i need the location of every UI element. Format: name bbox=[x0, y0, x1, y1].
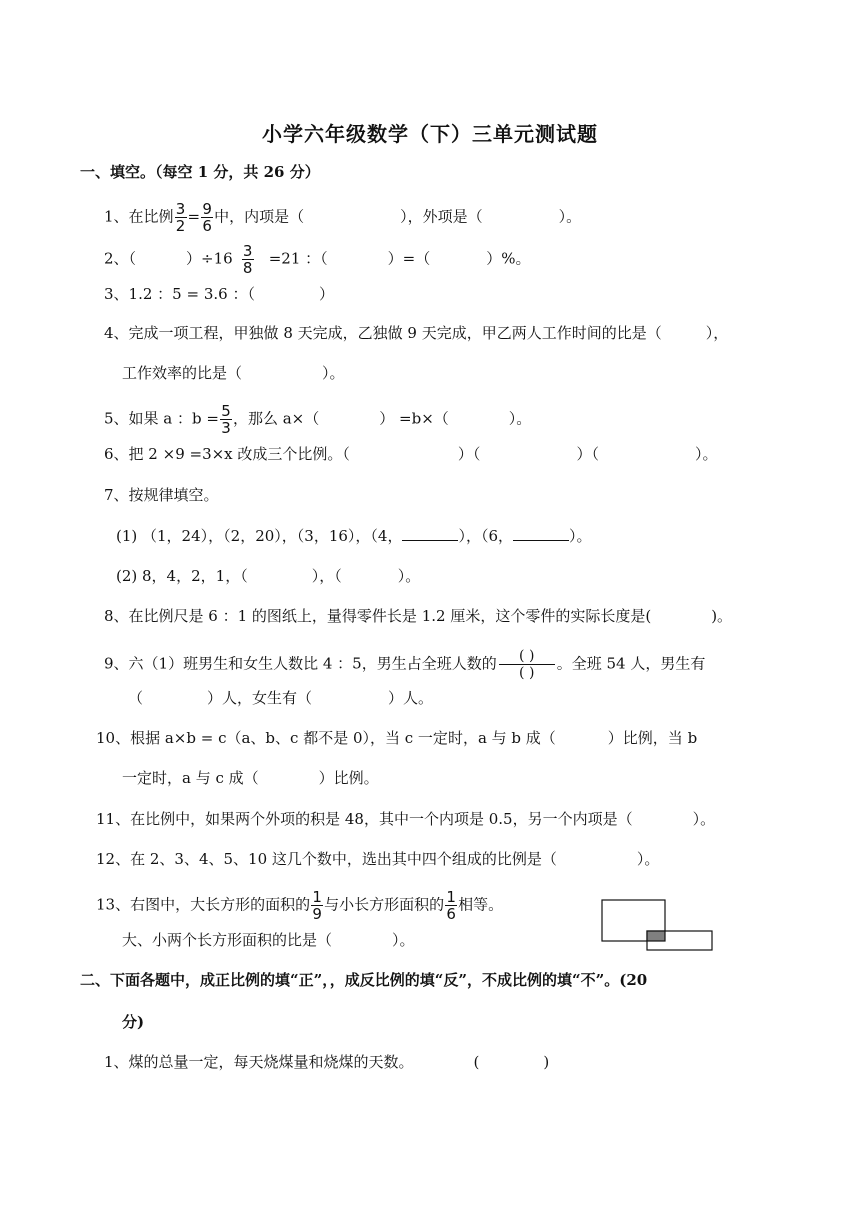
question-11: 11、在比例中，如果两个外项的积是 48，其中一个内项是 0.5，另一个内项是（ ）。 bbox=[96, 810, 716, 828]
q4-text-line1: 4、完成一项工程，甲独做 8 天完成，乙独做 9 天完成，甲乙两人工作时间的比是（ bbox=[104, 324, 662, 342]
question-4: 4、完成一项工程，甲独做 8 天完成，乙独做 9 天完成，甲乙两人工作时间的比是（ ）， bbox=[104, 324, 729, 342]
blank-fraction: ( ) ( ) bbox=[499, 648, 555, 681]
question-10-line2: 一定时，a 与 c 成（ ）比例。 bbox=[122, 769, 379, 787]
question-7-sub2: (2) 8，4，2，1，（ ），（ ）。 bbox=[116, 567, 421, 585]
question-5 bbox=[104, 403, 531, 436]
q1-text-c: ），外项是（ bbox=[400, 207, 483, 226]
q2-text-e: ）%。 bbox=[486, 249, 531, 268]
fraction-3-2: $\frac{3}{2}$ bbox=[175, 200, 186, 235]
question-6: 6、把 2 ×9 =3×x 改成三个比例。（ ）（ ）（ ）。 bbox=[104, 445, 718, 463]
fraction-5-3: $\frac{5}{3}$ bbox=[221, 402, 231, 437]
q2-text-c: =21 ：（ bbox=[268, 249, 328, 268]
question-13-line2: 大、小两个长方形面积的比是（ ）。 bbox=[122, 931, 415, 949]
section-2-heading-cont: 分) bbox=[122, 1013, 145, 1031]
question-7: 7、按规律填空。 bbox=[104, 486, 219, 504]
equals-sign: = bbox=[187, 207, 201, 226]
q5-text-b: ，那么 a×（ bbox=[232, 409, 320, 428]
fraction-9-6: $\frac{9}{6}$ bbox=[202, 200, 212, 235]
overlap-region bbox=[647, 931, 665, 941]
fraction-1-6: $\frac{1}{6}$ bbox=[446, 888, 456, 923]
section-2-question-1: 1、煤的总量一定，每天烧煤量和烧煤的天数。 ( ) bbox=[104, 1053, 550, 1071]
q1-text-d: ）。 bbox=[558, 207, 582, 226]
question-4-line2: 工作效率的比是（ ）。 bbox=[122, 364, 345, 382]
q3-text: 3、1.2 ：5 = 3.6 ：（ bbox=[104, 285, 255, 303]
section-2-heading: 二、下面各题中，成正比例的填“正”，，成反比例的填“反”，不成比例的填“不”。(20 bbox=[80, 971, 648, 989]
q2-text-b: ）÷16 bbox=[186, 249, 233, 268]
q6-text-a: 6、把 2 ×9 =3×x 改成三个比例。（ bbox=[104, 445, 350, 463]
page-title: 小学六年级数学（下）三单元测试题 bbox=[262, 122, 598, 146]
fraction-1-9: $\frac{1}{9}$ bbox=[312, 888, 322, 923]
question-10: 10、根据 a×b = c（a、b、c 都不是 0），当 c 一定时，a 与 b 成（ ）比例，当 b bbox=[96, 729, 698, 747]
question-9: 9、六（1）班男生和女生人数比 4 ：5，男生占全班人数的 ( ) ( ) 。全班 54 人，男生有 bbox=[104, 648, 706, 681]
question-12: 12、在 2、3、4、5、10 这几个数中，选出其中四个组成的比例是（ ）。 bbox=[96, 850, 660, 868]
question-1 bbox=[104, 201, 581, 234]
question-9-line2: （ ）人，女生有（ ）人。 bbox=[128, 689, 434, 707]
q5-text-c: ） =b×（ bbox=[379, 409, 449, 428]
rectangles-figure bbox=[600, 898, 718, 954]
answer-underline bbox=[402, 526, 458, 541]
answer-underline bbox=[513, 526, 569, 541]
fraction-3-8: $\frac{3}{8}$ bbox=[242, 242, 253, 277]
question-7-sub1: (1) （1，24），（2，20），（3，16），（4， ），（6， ）。 bbox=[116, 527, 592, 545]
section-1-heading: 一、填空。（每空 1 分，共 26 分） bbox=[80, 163, 320, 181]
question-2 bbox=[104, 243, 530, 276]
q2-text-d: ）=（ bbox=[387, 249, 431, 268]
q5-text-a: 5、如果 a ：b = bbox=[104, 409, 219, 428]
question-3: 3、1.2 ：5 = 3.6 ：（ ） bbox=[104, 285, 334, 303]
q2-text-a: 2、（ bbox=[104, 249, 137, 268]
question-8: 8、在比例尺是 6 ：1 的图纸上，量得零件长是 1.2 厘米，这个零件的实际长度是( )。 bbox=[104, 607, 733, 625]
question-13: 13、右图中，大长方形的面积的 $\frac{1}{9}$ 与小长方形面积的 $\frac{1}{6}$ 相等。 bbox=[96, 888, 504, 923]
q1-text-b: 中，内项是（ bbox=[214, 207, 305, 226]
q5-text-d: ）。 bbox=[508, 409, 532, 428]
q1-text-a: 1、在比例 bbox=[104, 207, 174, 226]
